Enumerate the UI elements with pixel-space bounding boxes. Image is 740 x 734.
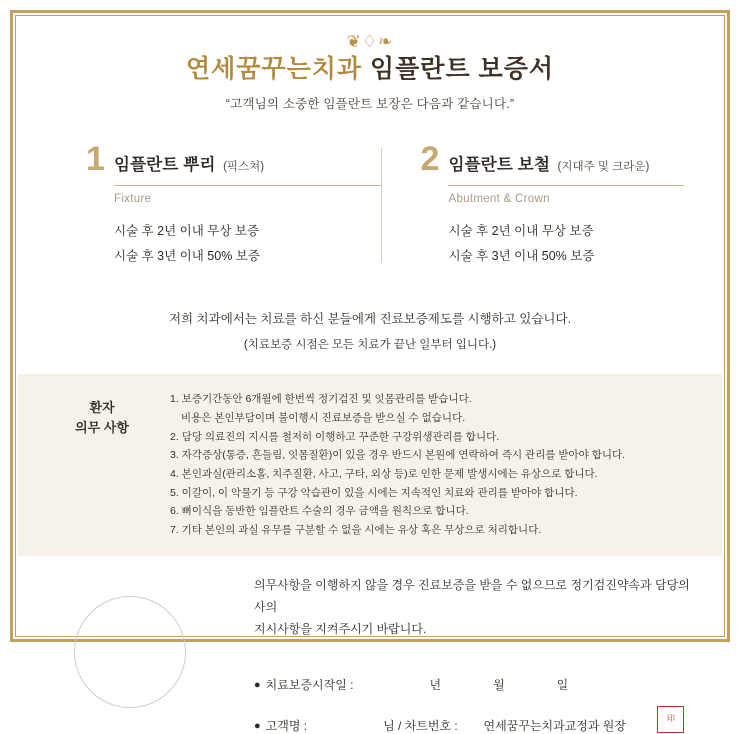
notice-block	[18, 309, 722, 352]
unit-year: 년	[429, 678, 442, 693]
duties-title	[42, 390, 162, 540]
duty-item: 1. 보증기간동안 6개월에 한번씩 정기검진 및 잇몸관리를 받습니다.	[170, 393, 472, 406]
bullet-icon: ●	[254, 678, 261, 691]
official-seal-icon: 印	[657, 706, 684, 733]
closing-statement	[254, 574, 692, 641]
floral-ornament-icon: ❦♢❧	[346, 32, 394, 51]
subtitle: “고객님의 소중한 임플란트 보장은 다음과 같습니다.”	[225, 97, 515, 112]
duty-item: 7. 기타 본인의 과실 유무를 구분할 수 없을 시에는 유상 혹은 무상으로 처리합니다.	[170, 524, 542, 537]
duties-title-line-2: 의무 사항	[75, 420, 129, 436]
warranty-heading-note: (픽스쳐)	[223, 161, 265, 174]
title-block	[18, 54, 722, 112]
unit-day: 일	[556, 678, 569, 693]
warranty-heading: 임플란트 보철	[448, 156, 551, 175]
warranty-column-header	[86, 142, 381, 177]
warranty-number: 2	[420, 140, 440, 179]
chart-number-label: 님 / 차트번호 :	[383, 719, 458, 734]
unit-month: 월	[493, 678, 505, 693]
director-signature-label: 연세꿈꾸는치과교정과 원장	[483, 719, 626, 734]
warranty-heading-group	[448, 151, 649, 177]
warranty-column-header	[420, 142, 684, 177]
warranty-latin-label: Abutment & Crown	[448, 193, 550, 206]
form-fields	[254, 676, 692, 734]
duties-list	[162, 390, 692, 540]
warranty-terms	[448, 219, 684, 269]
warranty-term: 시술 후 3년 이내 50% 보증	[114, 249, 260, 264]
warranty-heading: 임플란트 뿌리	[114, 156, 216, 175]
warranty-term: 시술 후 3년 이내 50% 보증	[448, 249, 595, 264]
duty-item: 2. 담당 의료진의 지시를 철저히 이행하고 꾸준한 구강위생관리를 합니다.	[170, 430, 500, 443]
bullet-icon: ●	[254, 719, 261, 732]
warranty-term: 시술 후 2년 이내 무상 보증	[114, 224, 260, 239]
page-title	[18, 54, 722, 85]
warranty-terms	[114, 219, 381, 269]
title-document-type: 임플란트 보증서	[370, 55, 554, 83]
warranty-heading-group	[114, 151, 264, 177]
duty-item: 3. 자각증상(통증, 흔들림, 잇몸질환)이 있을 경우 반드시 본원에 연락하여 즉시 관리를 받아야 합니다.	[170, 449, 626, 462]
duty-item: 6. 뼈이식을 동반한 임플란트 수술의 경우 금액을 원칙으로 합니다.	[170, 505, 469, 518]
customer-name-label: 고객명 :	[265, 719, 308, 734]
duty-item-sub: 비용은 본인부담이며 불이행시 진료보증을 받으실 수 없습니다.	[181, 411, 466, 424]
warranty-term: 시술 후 2년 이내 무상 보증	[448, 224, 594, 239]
warranty-column-fixture	[80, 142, 381, 269]
patient-duties-section	[18, 374, 722, 556]
warranty-column-crown	[382, 142, 684, 269]
closing-line-2: 지시사항을 지켜주시기 바랍니다.	[254, 622, 427, 637]
start-date-label: 치료보증시작일 :	[265, 678, 354, 693]
warranty-columns	[18, 142, 722, 269]
duty-item: 5. 이갈이, 이 악물기 등 구강 악습관이 있을 시에는 지속적인 치료와 관리를 받아야 합니다.	[170, 486, 578, 499]
notice-line-1: 저희 치과에서는 치료를 하신 분들에게 진료보증제도를 시행하고 있습니다.	[168, 312, 572, 327]
warranty-heading-note: (지대주 및 크라운)	[557, 161, 650, 174]
duties-title-line-1: 환자	[89, 400, 115, 416]
field-row-customer	[254, 714, 692, 734]
title-clinic-name: 연세꿈꾸는치과	[185, 55, 363, 83]
bottom-section	[18, 574, 722, 734]
closing-line-1: 의무사항을 이행하지 않을 경우 진료보증을 받을 수 없으므로 정기검진약속과 담당의사의	[254, 577, 690, 614]
warranty-rule	[448, 185, 684, 186]
warranty-latin-label: Fixture	[114, 193, 152, 206]
warranty-number: 1	[86, 140, 105, 179]
field-row-start-date	[254, 676, 692, 693]
warranty-rule	[114, 185, 381, 186]
duty-item: 4. 본인과실(관리소홀, 치주질환, 사고, 구타, 외상 등)로 인한 문제 발생시에는 유상으로 합니다.	[170, 468, 598, 480]
notice-line-2: (치료보증 시점은 모든 치료가 끝난 일부터 입니다.)	[243, 339, 497, 352]
certificate-content	[18, 18, 722, 734]
